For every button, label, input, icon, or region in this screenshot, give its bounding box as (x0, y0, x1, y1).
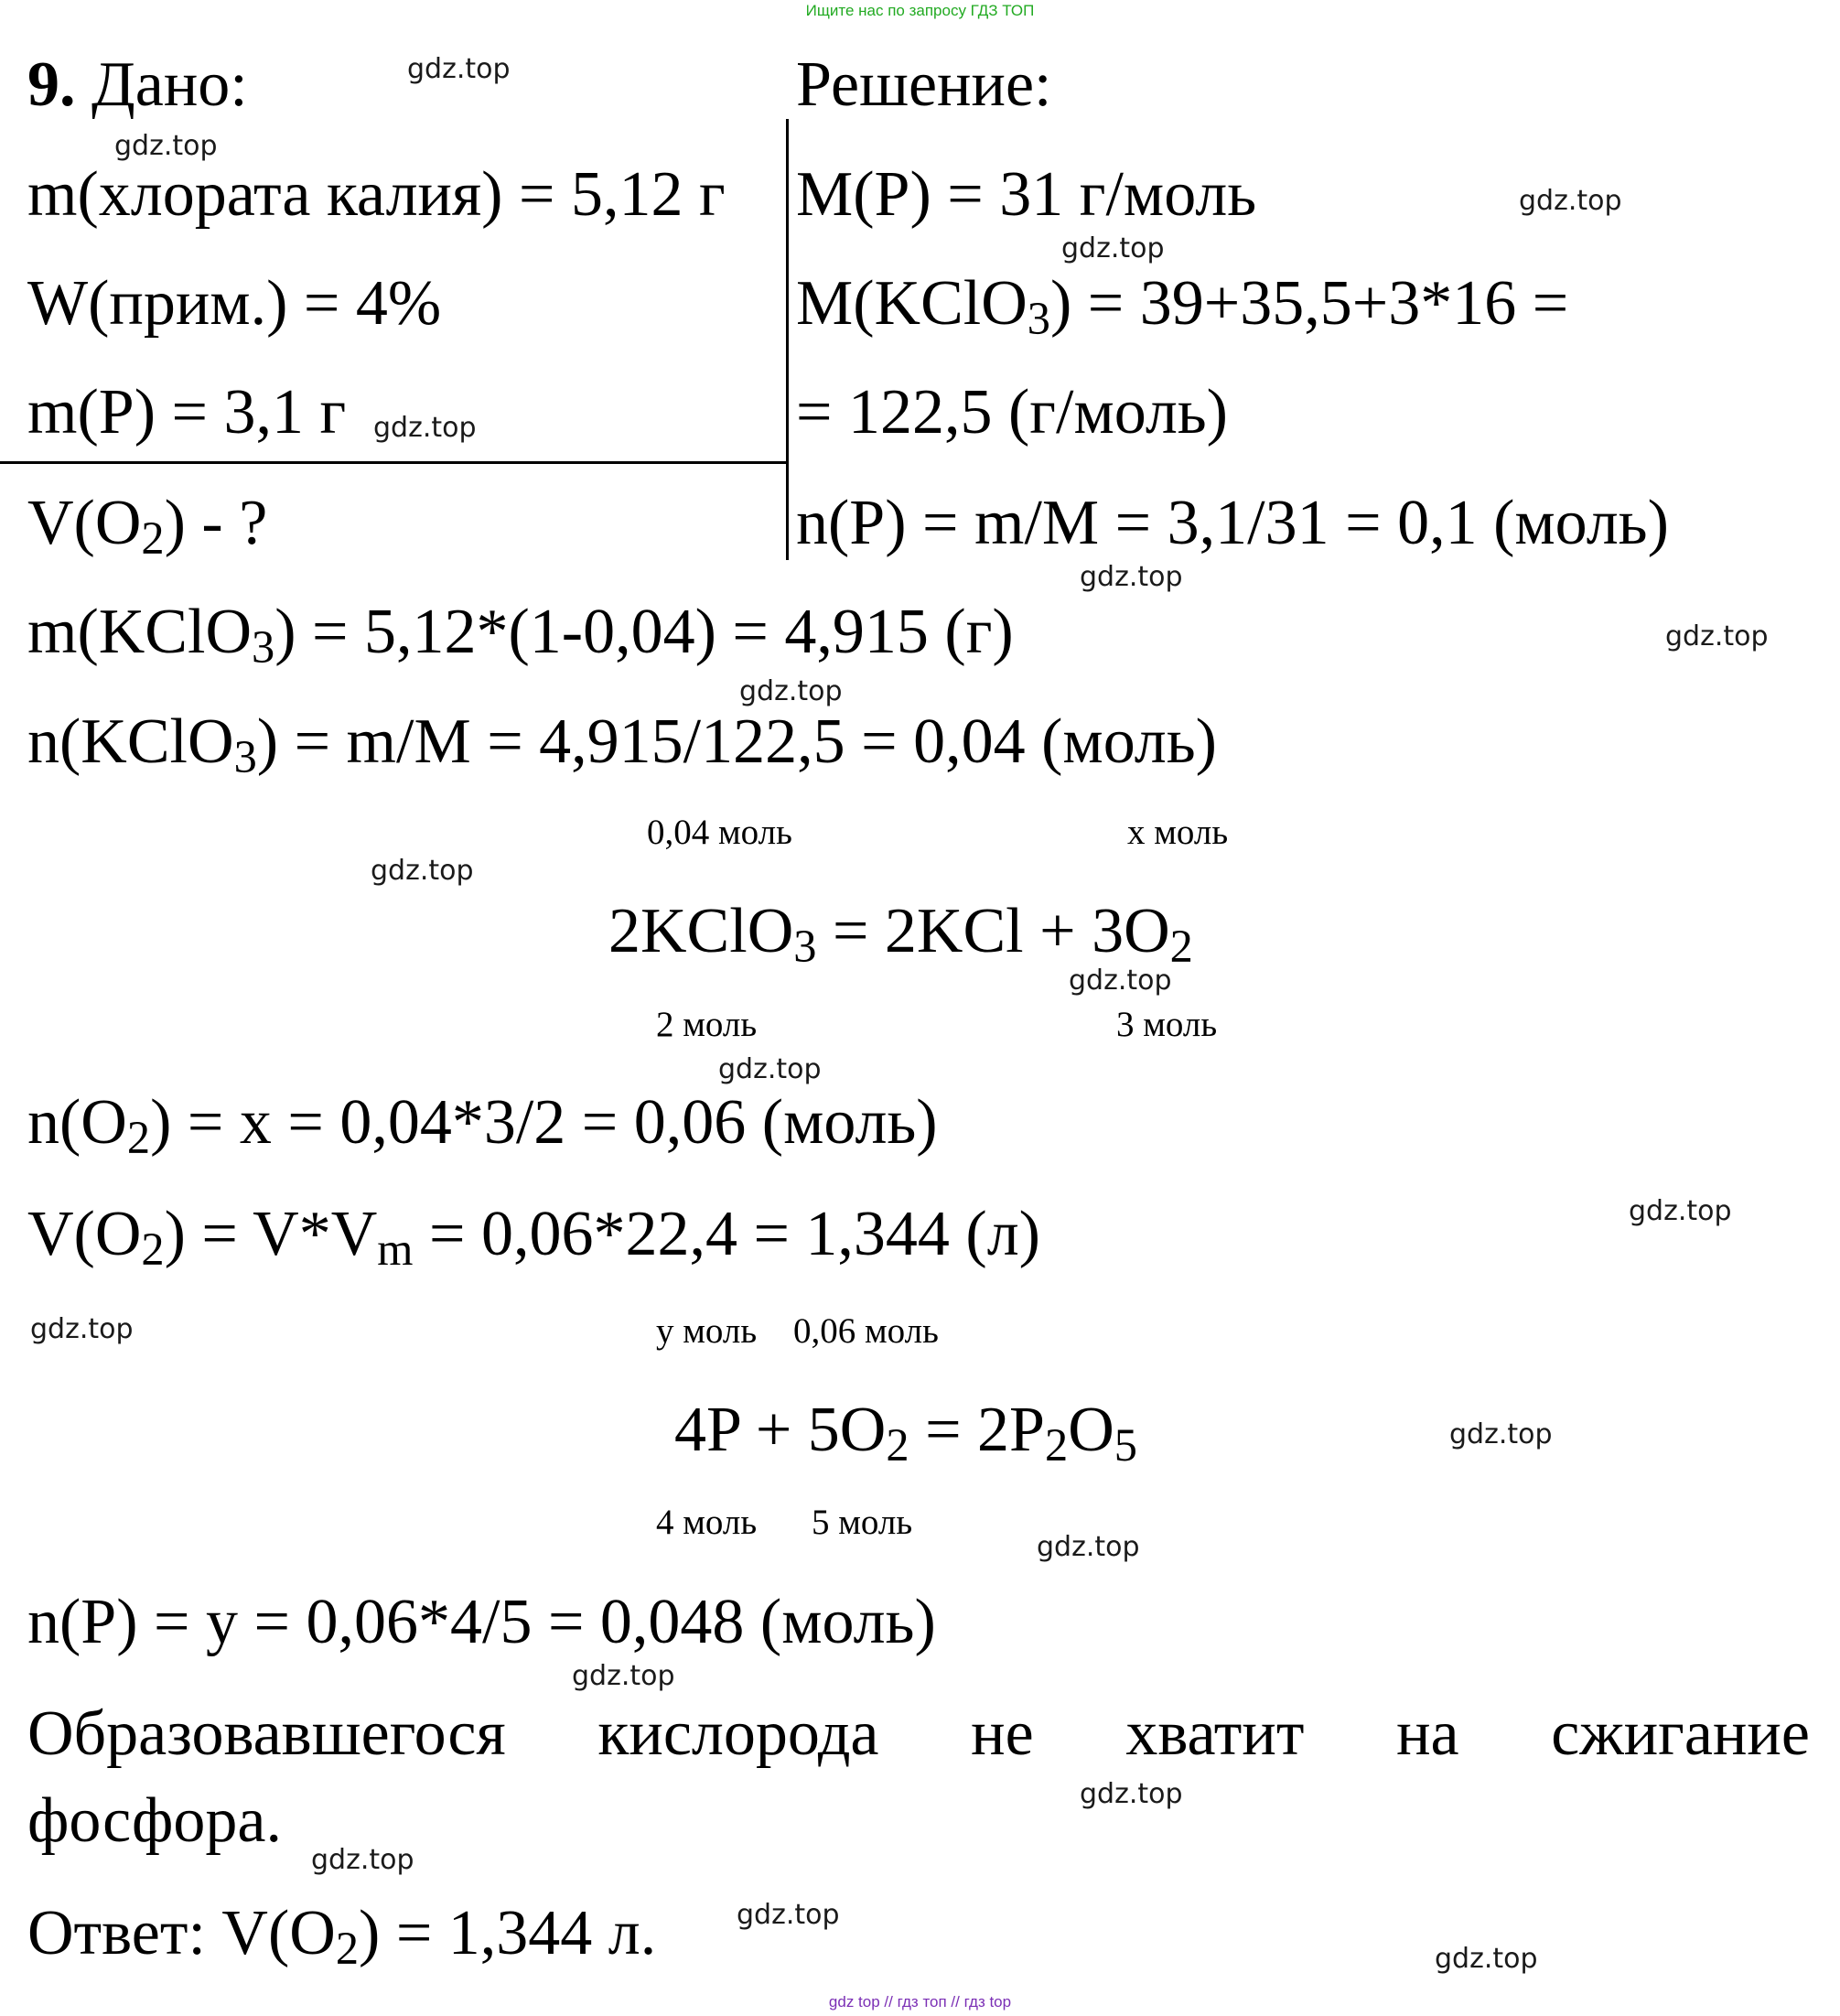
given-impurity: W(прим.) = 4% (27, 268, 442, 339)
top-banner: Ищите нас по запросу ГДЗ ТОП (805, 2, 1035, 19)
volume-o2: $V(O_2) = V*V_m = 0,06*22,4 = 1,344$ (л) (27, 1199, 1040, 1276)
given-mass-chlorate: m(хлората калия) = 5,12 г (27, 159, 726, 230)
molar-mass-kclo3: M(KClO$_3$) = 39+35,5+3*16 = (796, 268, 1569, 345)
reaction2-equation: $4P + 5O_2 = 2P_2O_5$ (674, 1395, 1137, 1472)
watermark: gdz.top (373, 412, 477, 444)
conclusion-word: не (971, 1698, 1034, 1769)
solution-title: Решение: (796, 49, 1052, 120)
watermark: gdz.top (718, 1053, 822, 1085)
watermark: gdz.top (407, 53, 511, 85)
given-title: Дано: (91, 49, 248, 120)
watermark: gdz.top (739, 675, 843, 707)
watermark: gdz.top (1069, 965, 1172, 997)
watermark: gdz.top (1519, 185, 1622, 217)
conclusion-word: сжигание (1551, 1698, 1810, 1769)
reaction1-equation: 2KClO$_3$ = $2KCl + 3O_2$ (608, 896, 1193, 973)
conclusion-word: на (1396, 1698, 1459, 1769)
answer: Ответ: $V(O_2) = 1,344$ л. (27, 1898, 657, 1975)
mass-kclo3-pure: m(KClO$_3$) = 5,12*(1-0,04) = 4,915 (г) (27, 597, 1014, 674)
watermark: gdz.top (572, 1660, 675, 1692)
watermark: gdz.top (1449, 1418, 1553, 1450)
reaction1-below-right: 3 моль (1116, 1005, 1218, 1044)
find-volume: $V(O_2)$ - ? (27, 488, 268, 565)
watermark: gdz.top (1037, 1531, 1140, 1563)
reaction1-below-left: 2 моль (656, 1005, 758, 1044)
watermark: gdz.top (114, 130, 218, 162)
watermark: gdz.top (1080, 561, 1183, 593)
conclusion-word: хватит (1125, 1698, 1305, 1769)
molar-mass-p: M(P) = 31 г/моль (796, 159, 1257, 230)
reaction2-above-left: y моль (656, 1311, 758, 1351)
reaction1-above-right: x моль (1127, 813, 1229, 852)
watermark: gdz.top (371, 855, 474, 887)
vertical-divider (786, 119, 789, 560)
given-header (27, 49, 248, 120)
watermark: gdz.top (1665, 620, 1769, 652)
molar-mass-kclo3-result: = 122,5 (г/моль) (796, 377, 1228, 447)
reaction2-below-right: 5 моль (812, 1503, 913, 1542)
watermark: gdz.top (311, 1844, 414, 1876)
reaction2-above-right: 0,06 моль (793, 1311, 939, 1351)
given-find-divider (0, 461, 788, 464)
conclusion-word: кислорода (597, 1698, 879, 1769)
watermark: gdz.top (1061, 232, 1165, 264)
reaction2-below-left: 4 моль (656, 1503, 758, 1542)
given-mass-phosphorus: m(P) = 3,1 г (27, 377, 347, 447)
watermark: gdz.top (737, 1899, 840, 1931)
moles-kclo3: n(KClO$_3$) = m/M = 4,915/122,5 = 0,04 (моль) (27, 706, 1217, 783)
watermark: gdz.top (1629, 1195, 1732, 1227)
watermark: gdz.top (1080, 1778, 1183, 1810)
conclusion-line1 (27, 1698, 1810, 1769)
moles-o2: $n(O_2) = x = 0,04*3/2 = 0,06$ (моль) (27, 1087, 938, 1164)
problem-number: 9. (27, 49, 76, 120)
moles-p: n(P) = m/M = 3,1/31 = 0,1 (моль) (796, 488, 1669, 558)
conclusion-word: Образовавшегося (27, 1698, 506, 1769)
bottom-banner: gdz top // гдз топ // гдз top (828, 1993, 1012, 2011)
moles-p-required: n(P) = y = 0,06*4/5 = 0,048 (моль) (27, 1587, 936, 1657)
reaction1-above-left: 0,04 моль (647, 813, 792, 852)
watermark: gdz.top (1435, 1943, 1538, 1975)
conclusion-line2: фосфора. (27, 1785, 282, 1856)
watermark: gdz.top (30, 1313, 134, 1345)
